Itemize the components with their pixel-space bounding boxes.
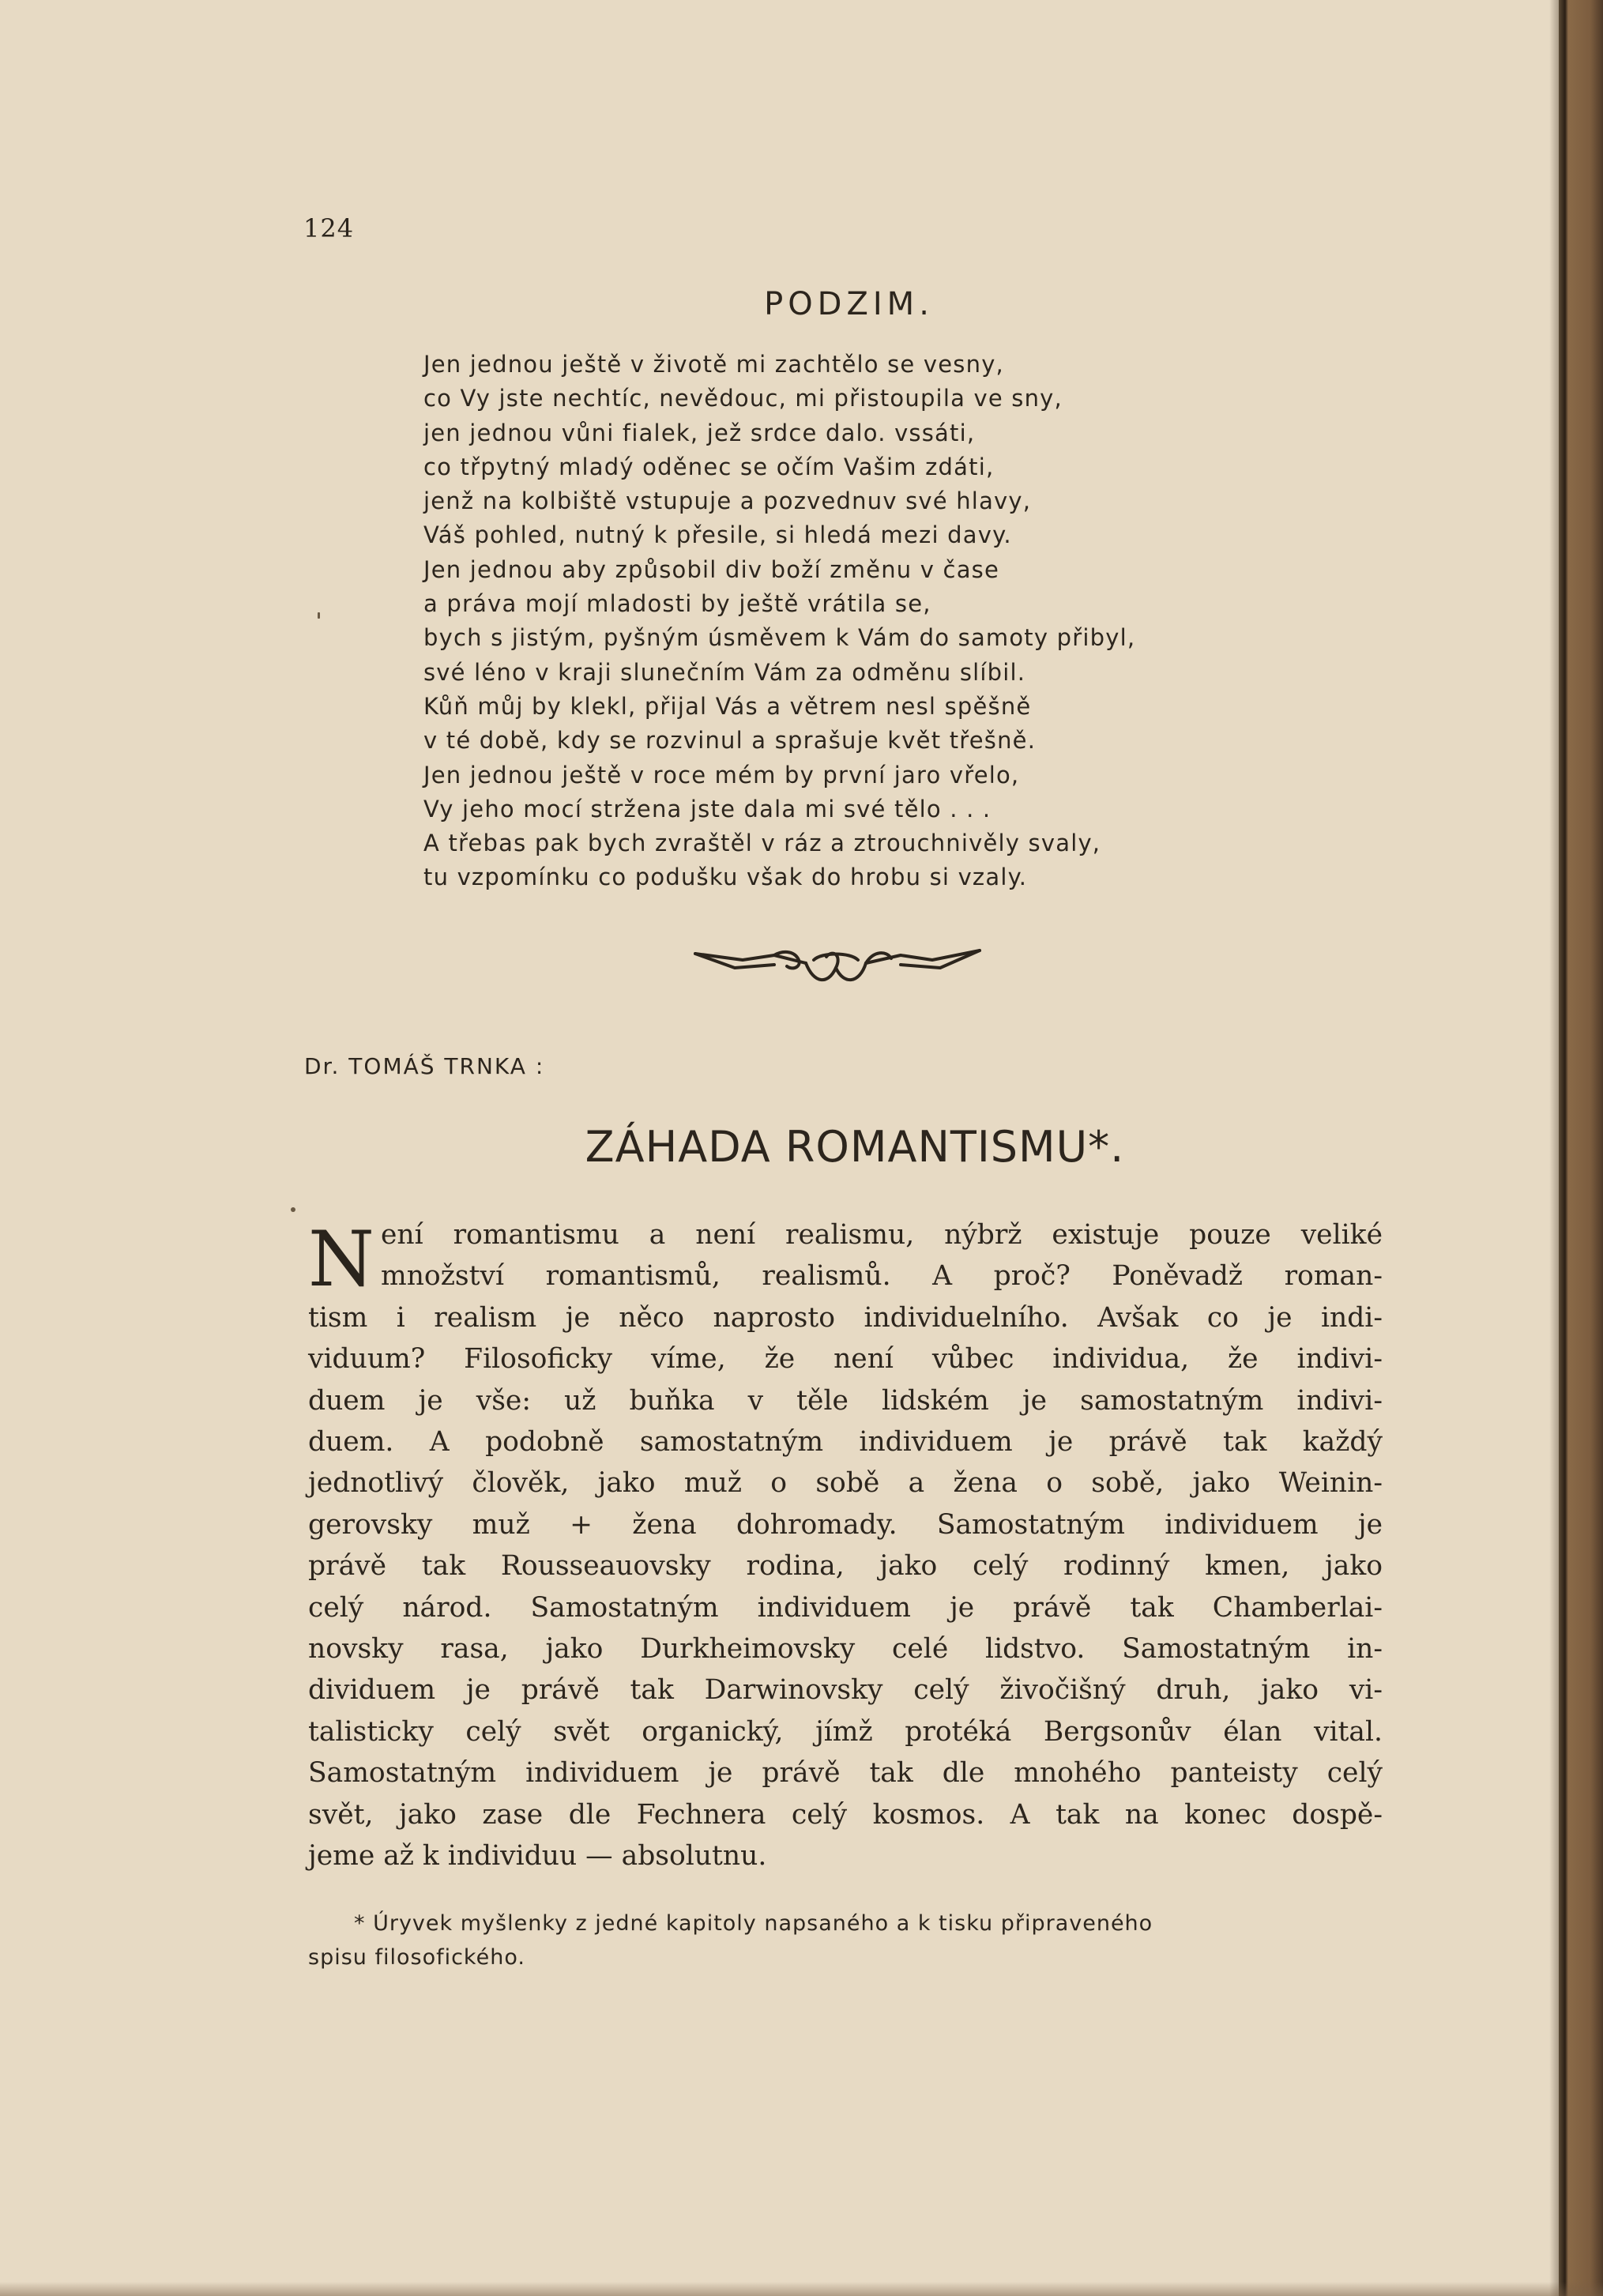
poem-line: bych s jistým, pyšným úsměvem k Vám do samoty přibyl, [423, 624, 1136, 652]
body-line: gerovsky muž + žena dohromady. Samostatným individuem je [308, 1508, 1383, 1541]
body-line: jednotlivý člověk, jako muž o sobě a žena o sobě, jako Weinin- [308, 1467, 1383, 1500]
body-line: Samostatným individuem je právě tak dle mnohého panteisty celý [308, 1757, 1383, 1790]
poem-line: Jen jednou ještě v životě mi zachtělo se vesny, [423, 351, 1004, 378]
body-line: právě tak Rousseauovsky rodina, jako celý rodinný kmen, jako [308, 1550, 1383, 1583]
body-line: viduum? Filosoficky víme, že není vůbec individua, že indivi- [308, 1343, 1383, 1376]
body-line: talisticky celý svět organický, jímž protéká Bergsonův élan vital. [308, 1715, 1383, 1748]
poem-line: co Vy jste nechtíc, nevědouc, mi přistoupila ve sny, [423, 385, 1063, 412]
poem-line: v té době, kdy se rozvinul a sprašuje květ třešně. [423, 727, 1037, 755]
body-line: jeme až k individuu — absolutnu. [308, 1840, 767, 1873]
poem-line: Jen jednou ještě v roce mém by první jaro vřelo, [423, 761, 1020, 789]
poem-line: jenž na kolbiště vstupuje a pozvednuv své hlavy, [423, 487, 1032, 515]
poem-line: A třebas pak bych zvraštěl v ráz a ztrouchnivěly svaly, [423, 830, 1101, 857]
body-line: dividuem je právě tak Darwinovsky celý živočišný druh, jako vi- [308, 1674, 1383, 1707]
poem-line: Jen jednou aby způsobil div boží změnu v čase [423, 555, 1000, 583]
stray-mark [291, 1207, 295, 1212]
poem-line: a práva mojí mladosti by ještě vrátila se, [423, 590, 931, 618]
article-title: ZÁHADA ROMANTISMU*. [585, 1122, 1125, 1172]
poem-line: jen jednou vůni fialek, jež srdce dalo. vssáti, [423, 419, 976, 446]
stray-mark [318, 612, 320, 619]
body-line: množství romantismů, realismů. A proč? Poněvadž roman- [381, 1260, 1383, 1293]
footnote-line: * Úryvek myšlenky z jedné kapitoly napsaného a k tisku připraveného [354, 1911, 1153, 1936]
page-bottom-edge [0, 2282, 1603, 2296]
poem-line: Váš pohled, nutný k přesile, si hledá mezi davy. [423, 521, 1012, 549]
body-line: celý národ. Samostatným individuem je právě tak Chamberlai- [308, 1591, 1383, 1624]
poem-line: tu vzpomínku co podušku však do hrobu si vzaly. [423, 864, 1028, 891]
footnote [308, 1906, 1383, 1974]
poem-body [423, 348, 1451, 895]
body-line: ení romantismu a není realismu, nýbrž existuje pouze veliké [381, 1219, 1383, 1251]
article-body [308, 1214, 1383, 1877]
body-line: svět, jako zase dle Fechnera celý kosmos. A tak na konec dospě- [308, 1798, 1383, 1831]
body-line: tism i realism je něco naprosto individuelního. Avšak co je indi- [308, 1301, 1383, 1334]
footnote-line: spisu filosofického. [308, 1945, 525, 1970]
decorative-ornament-icon [687, 936, 988, 992]
poem-line: své léno v kraji slunečním Vám za odměnu slíbil. [423, 658, 1026, 686]
body-line: duem. A podobně samostatným individuem je právě tak každý [308, 1426, 1383, 1459]
body-line: novsky rasa, jako Durkheimovsky celé lidstvo. Samostatným in- [308, 1633, 1383, 1666]
drop-cap: N [308, 1215, 374, 1304]
poem-line: Kůň můj by klekl, přijal Vás a větrem nesl spěšně [423, 692, 1032, 720]
poem-title: PODZIM. [764, 286, 934, 322]
article-author: Dr. TOMÁŠ TRNKA : [304, 1053, 545, 1079]
poem-line: co třpytný mladý oděnec se očím Vašim zdáti, [423, 453, 995, 480]
page-number: 124 [303, 213, 355, 243]
poem-line: Vy jeho mocí stržena jste dala mi své tělo . . . [423, 795, 992, 822]
body-line: duem je vše: už buňka v těle lidském je samostatným indivi- [308, 1384, 1383, 1417]
